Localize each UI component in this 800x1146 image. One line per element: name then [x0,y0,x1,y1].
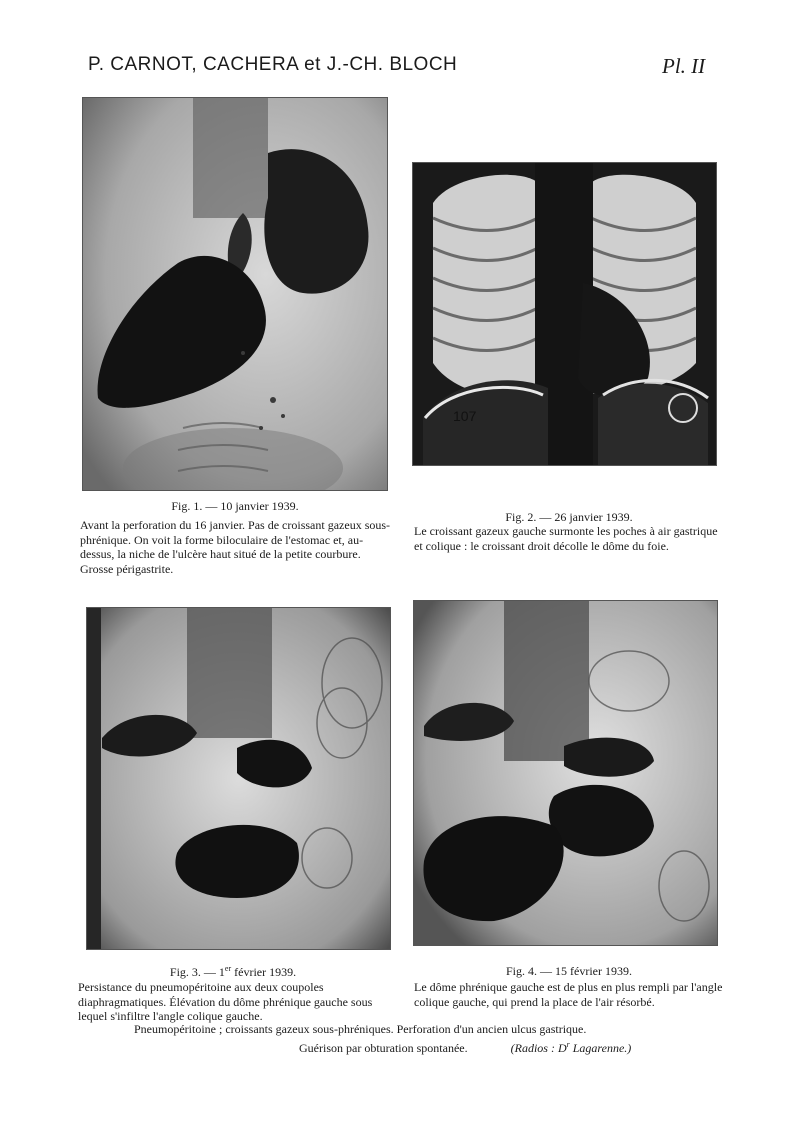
figure-2-title: Fig. 2. — 26 janvier 1939. [505,510,633,524]
credit-sup: r [566,1040,570,1049]
radiograph-credit [511,1041,632,1055]
figure-1-caption: Avant la perforation du 16 janvier. Pas de croissant gazeux sous-phrénique. On voit la forme biloculaire de l'estomac et, au-dessus, la niche de l'ulcère haut situé de la petite courbure. Grosse périgastrite. [80,518,391,576]
plate-number: Pl. II [662,54,706,78]
plate-caption-line-2-text: Guérison par obturation spontanée. [299,1041,468,1055]
plate-caption-line-1: Pneumopéritoine ; croissants gazeux sous-phréniques. Perforation d'un ancien ulcus gastrique. [134,1022,587,1036]
figure-2-caption: Le croissant gazeux gauche surmonte les poches à air gastrique et colique : le croissant droit décolle le dôme du foie. [414,524,718,553]
figure-3-radiograph [86,607,391,950]
figure-4-title: Fig. 4. — 15 février 1939. [506,964,632,978]
figure-3-title-sup: er [224,964,232,973]
figure-3-title-suffix: février 1939. [231,965,297,979]
figure-1-image [83,98,387,490]
figure-4-image [414,601,717,945]
plate-caption [134,1022,694,1056]
figure-3-title [78,964,388,980]
figure-2-image [413,163,716,465]
figure-4-radiograph [413,600,718,946]
page-authors: P. CARNOT, CACHERA et J.-CH. BLOCH [88,54,458,75]
credit-suffix: Lagarenne.) [569,1041,632,1055]
credit-prefix: (Radios : D [510,1041,567,1055]
figure-1-radiograph [82,97,388,491]
figure-3-title-prefix: Fig. 3. — 1 [169,965,225,979]
figure-3-caption: Persistance du pneumopéritoine aux deux coupoles diaphragmatiques. Élévation du dôme phrénique gauche sous lequel s'infiltre l'angle colique gauche. [78,980,373,1023]
figure-1-title: Fig. 1. — 10 janvier 1939. [171,499,299,513]
figure-2-radiograph [412,162,717,466]
figure-3-image [87,608,390,949]
plate-caption-line-2 [134,1037,694,1056]
figure-2-label: 107 [453,408,477,424]
figure-4-caption: Le dôme phrénique gauche est de plus en plus rempli par l'angle colique gauche, qui prend la place de l'air résorbé. [414,980,723,1009]
